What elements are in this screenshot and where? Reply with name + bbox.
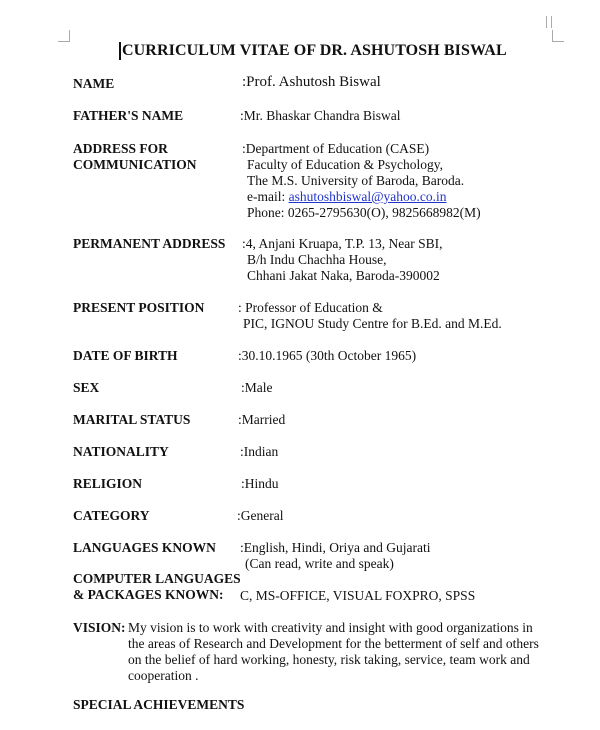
value-line: PIC, IGNOU Study Centre for B.Ed. and M.Ed. — [243, 316, 502, 331]
vision-line: the areas of Research and Development for the betterment of self and others — [128, 636, 539, 651]
label: LANGUAGES KNOWN — [73, 540, 216, 555]
value — [242, 236, 442, 284]
value: C, MS-OFFICE, VISUAL FOXPRO, SPSS — [240, 588, 476, 603]
value-line: The M.S. University of Baroda, Baroda. — [247, 173, 465, 188]
label: PRESENT POSITION — [73, 300, 205, 315]
vision-line: on the belief of hard working, honesty, risk taking, service, team work and — [128, 652, 530, 667]
margin-marker — [546, 16, 552, 28]
label: SEX — [73, 380, 100, 395]
vision-section — [73, 620, 558, 684]
value — [240, 540, 430, 572]
value: :General — [237, 508, 284, 523]
label: NATIONALITY — [73, 444, 169, 459]
value: :Indian — [240, 444, 279, 459]
value-line: (Can read, write and speak) — [245, 556, 394, 571]
vision-line: My vision is to work with creativity and insight with good organizations in — [128, 620, 533, 635]
value: :30.10.1965 (30th October 1965) — [238, 348, 417, 363]
label — [73, 571, 241, 603]
value-line: Faculty of Education & Psychology, — [247, 157, 443, 172]
label: CATEGORY — [73, 508, 150, 523]
label-line: COMMUNICATION — [73, 157, 197, 172]
value: :Hindu — [241, 476, 279, 491]
value: :Male — [241, 380, 273, 395]
value: :Mr. Bhaskar Chandra Biswal — [240, 108, 401, 123]
vision-line: cooperation . — [128, 668, 199, 683]
heading: SPECIAL ACHIEVEMENTS — [73, 697, 245, 712]
value — [242, 141, 481, 221]
label: MARITAL STATUS — [73, 412, 191, 427]
label-line: ADDRESS FOR — [73, 141, 168, 156]
margin-corner-top-right — [552, 30, 564, 42]
value-line: :4, Anjani Kruapa, T.P. 13, Near SBI, — [242, 236, 443, 251]
email-label: e-mail: — [247, 189, 289, 204]
label-line: COMPUTER LANGUAGES — [73, 571, 241, 586]
label: DATE OF BIRTH — [73, 348, 178, 363]
value-line: Phone: 0265-2795630(O), 9825668982(M) — [247, 205, 481, 220]
value-line: : Professor of Education & — [238, 300, 383, 315]
value — [238, 300, 502, 332]
label: PERMANENT ADDRESS — [73, 236, 226, 251]
value: :Prof. Ashutosh Biswal — [242, 74, 381, 90]
label-line: & PACKAGES KNOWN: — [73, 587, 224, 602]
value-line: B/h Indu Chachha House, — [247, 252, 387, 267]
email-link[interactable]: ashutoshbiswal@yahoo.co.in — [288, 189, 447, 204]
value-line: Chhani Jakat Naka, Baroda-390002 — [247, 268, 440, 283]
value-line: :Department of Education (CASE) — [242, 141, 430, 156]
document-title[interactable]: CURRICULUM VITAE OF DR. ASHUTOSH BISWAL — [119, 42, 507, 60]
email-line — [242, 189, 481, 205]
value-line: :English, Hindi, Oriya and Gujarati — [240, 540, 431, 555]
label — [73, 141, 197, 173]
vision-label: VISION: — [73, 620, 126, 635]
margin-corner-top-left — [58, 30, 70, 42]
vision-text — [128, 620, 558, 684]
label: FATHER'S NAME — [73, 108, 184, 123]
value: :Married — [238, 412, 286, 427]
label: RELIGION — [73, 476, 143, 491]
label: NAME — [73, 76, 115, 91]
